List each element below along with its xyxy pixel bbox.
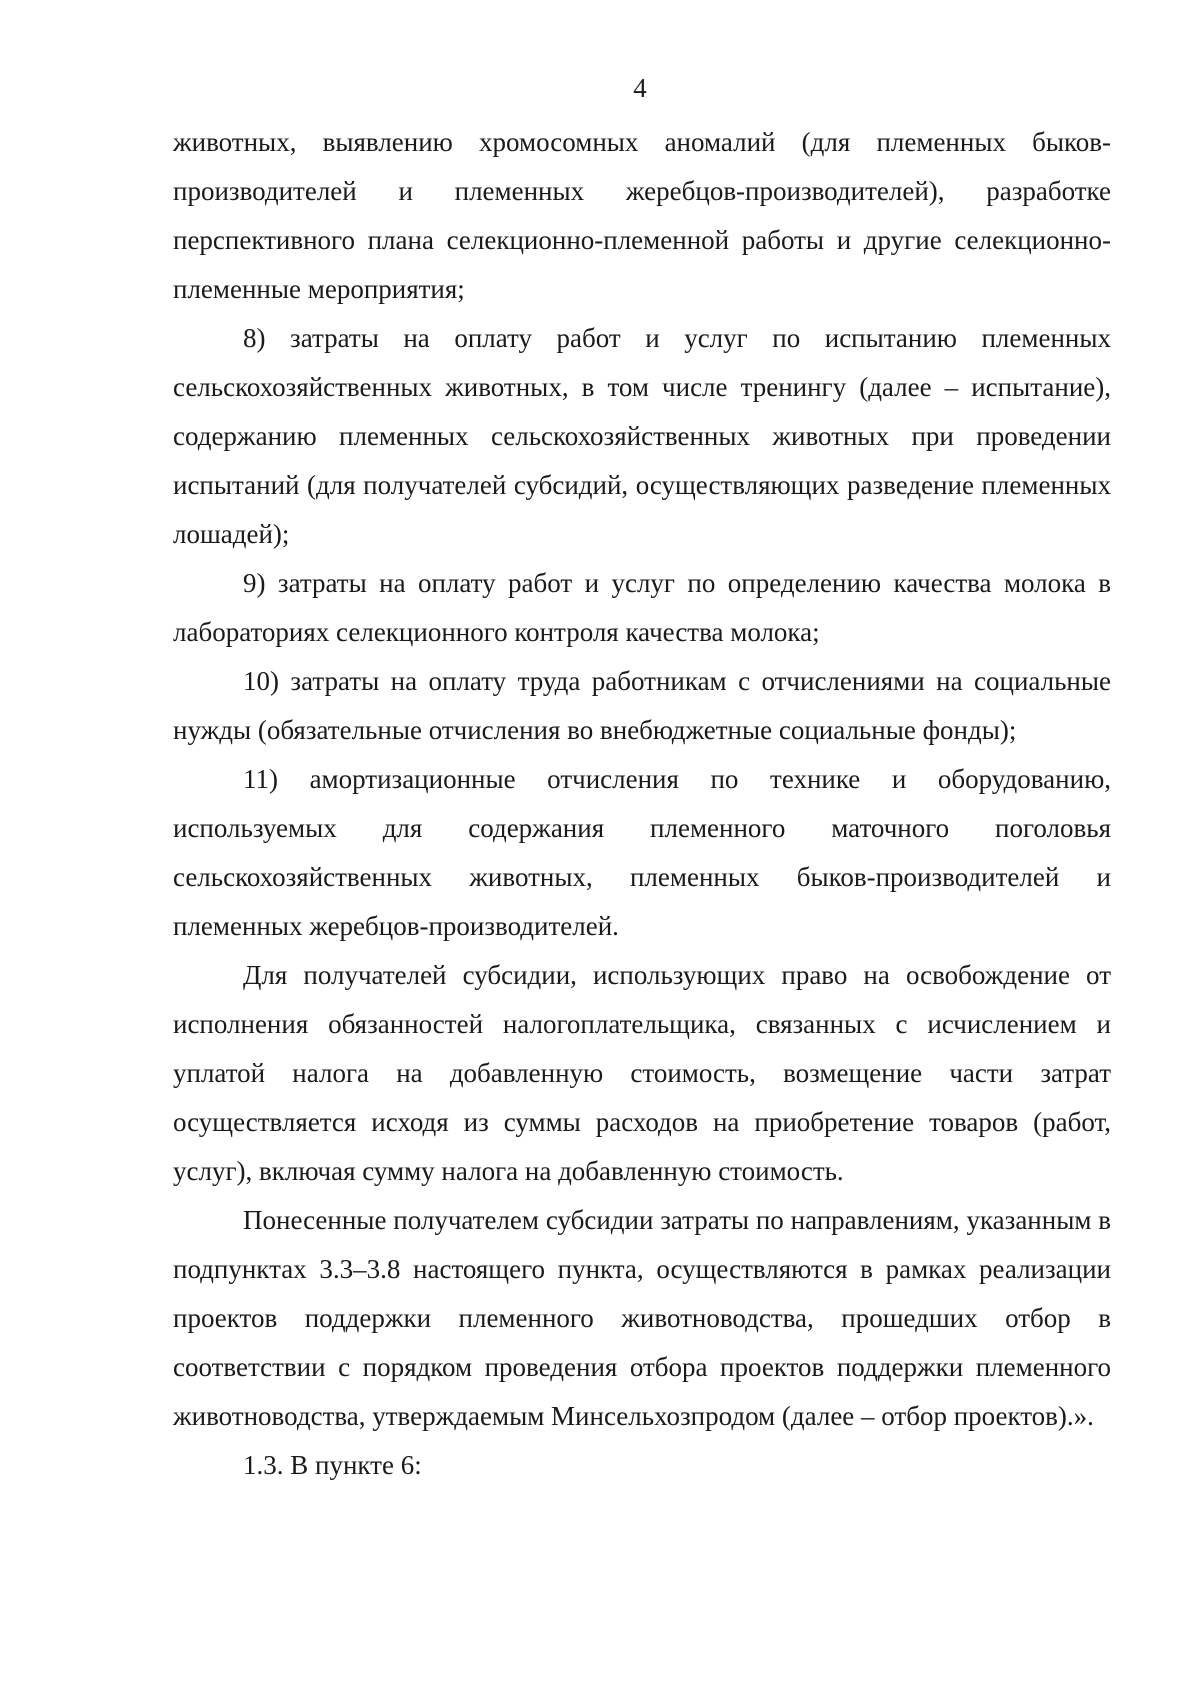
page-number: 4 (633, 73, 647, 103)
paragraph-vat: Для получателей субсидии, использующих право на освобождение от исполнения обязанностей налогоплательщика, связанных с исчислением и уплатой налога на добавленную стоимость, возмещение части затрат осуществляется исходя из суммы расходов на приобретение товаров (работ, услуг), включая сумму налога на добавленную стоимость. (173, 960, 1111, 1186)
paragraph-item-10: 10) затраты на оплату труда работникам с отчислениями на социальные нужды (обязательные отчисления во внебюджетные социальные фонды); (173, 666, 1111, 745)
paragraph-continued: животных, выявлению хромосомных аномалий (для племенных быков-производителей и племенных жеребцов-производителей), разработке перспективного плана селекционно-племенной работы и другие селекционно-племенные мероприятия; (173, 127, 1111, 304)
paragraph-item-9: 9) затраты на оплату работ и услуг по определению качества молока в лабораториях селекционного контроля качества молока; (173, 568, 1111, 647)
paragraph-item-11: 11) амортизационные отчисления по технике и оборудованию, используемых для содержания племенного маточного поголовья сельскохозяйственных животных, племенных быков-производителей и племенных жеребцов-производителей. (173, 764, 1111, 941)
document-body (173, 118, 1111, 1490)
paragraph-costs: Понесенные получателем субсидии затраты по направлениям, указанным в подпунктах 3.3–3.8 настоящего пункта, осуществляются в рамках реализации проектов поддержки племенного животноводства, прошедших отбор в соответствии с порядком проведения отбора проектов поддержки племенного животноводства, утверждаемым Минсельхозпродом (далее – отбор проектов).». (173, 1205, 1111, 1431)
paragraph-item-8: 8) затраты на оплату работ и услуг по испытанию племенных сельскохозяйственных животных, в том числе тренингу (далее – испытание), содержанию племенных сельскохозяйственных животных при проведении испытаний (для получателей субсидий, осуществляющих разведение племенных лошадей); (173, 323, 1111, 549)
paragraph-section-1-3: 1.3. В пункте 6: (243, 1450, 422, 1480)
